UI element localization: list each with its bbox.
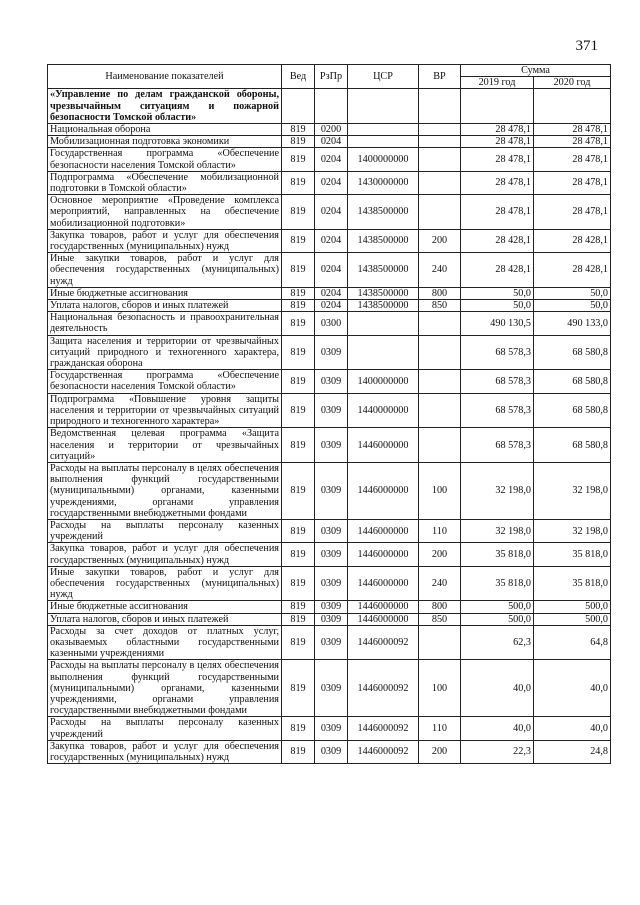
row-vr: [419, 312, 461, 335]
row-ved: 819: [282, 300, 315, 312]
row-name: Подпрограмма «Обеспечение мобилизационной подготовки в Томской области»: [48, 171, 282, 194]
row-vr: 240: [419, 566, 461, 601]
row-sum-2019: 28 478,1: [461, 148, 534, 171]
row-vr: 200: [419, 740, 461, 763]
header-name: Наименование показателей: [48, 65, 282, 89]
row-vr: 850: [419, 613, 461, 625]
row-name: Подпрограмма «Повышение уровня защиты населения и территории от чрезвычайных ситуаций природного и техногенного характера»: [48, 393, 282, 428]
row-rzpr: 0309: [315, 335, 348, 370]
row-vr: 200: [419, 543, 461, 566]
page-number: 371: [575, 38, 598, 54]
row-csr: 1446000000: [348, 519, 419, 542]
row-csr: [348, 124, 419, 136]
row-sum-2019: 35 818,0: [461, 566, 534, 601]
row-vr: 800: [419, 287, 461, 299]
row-name: Расходы на выплаты персоналу в целях обеспечения выполнения функций государственными (муниципальными) органами, казенными учреждениями, органами управления государственными внебюджетными фондами: [48, 462, 282, 519]
row-rzpr: 0309: [315, 601, 348, 613]
table-row: [48, 428, 611, 463]
row-name: Иные бюджетные ассигнования: [48, 601, 282, 613]
row-rzpr: 0309: [315, 625, 348, 660]
row-sum-2019: 40,0: [461, 660, 534, 717]
row-sum-2019: 50,0: [461, 287, 534, 299]
row-sum-2020: 24,8: [534, 740, 611, 763]
row-name: Уплата налогов, сборов и иных платежей: [48, 300, 282, 312]
header-sum: Сумма: [461, 65, 611, 77]
row-sum-2020: 28 478,1: [534, 148, 611, 171]
row-rzpr: 0204: [315, 253, 348, 288]
table-row: [48, 660, 611, 717]
table-row: [48, 370, 611, 393]
row-name: Иные бюджетные ассигнования: [48, 287, 282, 299]
header-csr: ЦСР: [348, 65, 419, 89]
row-ved: 819: [282, 519, 315, 542]
row-ved: 819: [282, 287, 315, 299]
row-sum-2020: 68 580,8: [534, 370, 611, 393]
table-header: [48, 65, 611, 89]
table-row: [48, 613, 611, 625]
row-vr: 110: [419, 717, 461, 740]
row-csr: 1438500000: [348, 253, 419, 288]
row-sum-2020: 64,8: [534, 625, 611, 660]
row-ved: 819: [282, 195, 315, 230]
table-row: [48, 195, 611, 230]
row-ved: 819: [282, 625, 315, 660]
row-csr: [348, 335, 419, 370]
row-csr: 1438500000: [348, 229, 419, 252]
row-csr: 1446000092: [348, 660, 419, 717]
row-csr: 1438500000: [348, 287, 419, 299]
row-ved: 819: [282, 312, 315, 335]
row-sum-2020: 490 133,0: [534, 312, 611, 335]
table-row: [48, 148, 611, 171]
table-row: [48, 253, 611, 288]
row-rzpr: 0204: [315, 148, 348, 171]
row-sum-2019: 500,0: [461, 613, 534, 625]
row-name: Закупка товаров, работ и услуг для обеспечения государственных (муниципальных) нужд: [48, 543, 282, 566]
row-vr: [419, 136, 461, 148]
row-sum-2019: 500,0: [461, 601, 534, 613]
row-csr: 1440000000: [348, 393, 419, 428]
row-sum-2019: 28 478,1: [461, 171, 534, 194]
row-name: Ведомственная целевая программа «Защита населения и территории от чрезвычайных ситуаций»: [48, 428, 282, 463]
row-csr: 1446000092: [348, 625, 419, 660]
row-ved: 819: [282, 393, 315, 428]
row-rzpr: 0204: [315, 229, 348, 252]
table-row: [48, 717, 611, 740]
row-sum-2019: 28 428,1: [461, 253, 534, 288]
row-vr: [419, 370, 461, 393]
row-ved: 819: [282, 136, 315, 148]
row-csr: 1446000000: [348, 462, 419, 519]
row-sum-2020: 40,0: [534, 660, 611, 717]
row-sum-2019: 22,3: [461, 740, 534, 763]
row-name: Уплата налогов, сборов и иных платежей: [48, 613, 282, 625]
row-vr: [419, 335, 461, 370]
row-name: Основное мероприятие «Проведение комплекса мероприятий, направленных на обеспечение мобилизационной подготовки»: [48, 195, 282, 230]
row-sum-2020: 35 818,0: [534, 543, 611, 566]
header-rzpr: РзПр: [315, 65, 348, 89]
table-row: [48, 300, 611, 312]
row-csr: 1446000000: [348, 601, 419, 613]
row-sum-2019: 68 578,3: [461, 393, 534, 428]
row-rzpr: 0309: [315, 370, 348, 393]
row-rzpr: 0204: [315, 300, 348, 312]
row-ved: 819: [282, 171, 315, 194]
row-sum-2020: 68 580,8: [534, 393, 611, 428]
table-row: [48, 312, 611, 335]
row-name: «Управление по делам гражданской обороны, чрезвычайным ситуациям и пожарной безопасности Томской области»: [48, 89, 282, 124]
row-sum-2019: 40,0: [461, 717, 534, 740]
row-sum-2020: 40,0: [534, 717, 611, 740]
row-rzpr: 0204: [315, 287, 348, 299]
row-vr: [419, 625, 461, 660]
row-sum-2020: 68 580,8: [534, 335, 611, 370]
table-row: [48, 566, 611, 601]
row-name: Закупка товаров, работ и услуг для обеспечения государственных (муниципальных) нужд: [48, 229, 282, 252]
row-ved: 819: [282, 601, 315, 613]
row-vr: [419, 195, 461, 230]
table-row: [48, 229, 611, 252]
row-rzpr: 0204: [315, 195, 348, 230]
table-body: [48, 89, 611, 764]
row-vr: 110: [419, 519, 461, 542]
row-rzpr: 0309: [315, 717, 348, 740]
row-ved: 819: [282, 428, 315, 463]
row-csr: [348, 312, 419, 335]
row-ved: 819: [282, 613, 315, 625]
row-name: Закупка товаров, работ и услуг для обеспечения государственных (муниципальных) нужд: [48, 740, 282, 763]
row-vr: 800: [419, 601, 461, 613]
header-ved: Вед: [282, 65, 315, 89]
row-ved: [282, 89, 315, 124]
row-vr: [419, 171, 461, 194]
row-rzpr: 0309: [315, 428, 348, 463]
row-csr: 1446000092: [348, 740, 419, 763]
table-row: [48, 519, 611, 542]
row-name: Защита населения и территории от чрезвычайных ситуаций природного и техногенного характера, гражданская оборона: [48, 335, 282, 370]
row-sum-2019: 28 478,1: [461, 195, 534, 230]
row-csr: 1446000000: [348, 428, 419, 463]
row-sum-2019: 32 198,0: [461, 519, 534, 542]
row-sum-2019: 68 578,3: [461, 335, 534, 370]
row-sum-2019: 490 130,5: [461, 312, 534, 335]
table-row: [48, 171, 611, 194]
row-rzpr: 0309: [315, 543, 348, 566]
row-ved: 819: [282, 660, 315, 717]
row-sum-2020: 50,0: [534, 300, 611, 312]
row-name: Мобилизационная подготовка экономики: [48, 136, 282, 148]
row-name: Национальная оборона: [48, 124, 282, 136]
row-vr: 200: [419, 229, 461, 252]
row-sum-2019: 50,0: [461, 300, 534, 312]
row-sum-2020: 28 478,1: [534, 136, 611, 148]
row-sum-2020: 500,0: [534, 613, 611, 625]
row-sum-2019: 32 198,0: [461, 462, 534, 519]
row-sum-2019: 35 818,0: [461, 543, 534, 566]
row-name: Государственная программа «Обеспечение безопасности населения Томской области»: [48, 148, 282, 171]
table-row: [48, 625, 611, 660]
row-vr: 100: [419, 462, 461, 519]
row-rzpr: 0309: [315, 613, 348, 625]
row-rzpr: 0309: [315, 393, 348, 428]
row-vr: [419, 428, 461, 463]
row-sum-2020: 28 428,1: [534, 253, 611, 288]
row-rzpr: 0309: [315, 740, 348, 763]
row-ved: 819: [282, 566, 315, 601]
row-vr: 850: [419, 300, 461, 312]
row-ved: 819: [282, 462, 315, 519]
row-rzpr: 0204: [315, 136, 348, 148]
row-rzpr: 0309: [315, 519, 348, 542]
row-ved: 819: [282, 253, 315, 288]
row-sum-2019: 28 428,1: [461, 229, 534, 252]
row-ved: 819: [282, 370, 315, 393]
row-sum-2019: 62,3: [461, 625, 534, 660]
row-name: Расходы за счет доходов от платных услуг, оказываемых областными государственными казенными учреждениями: [48, 625, 282, 660]
row-vr: [419, 393, 461, 428]
row-sum-2020: 28 478,1: [534, 124, 611, 136]
row-rzpr: 0309: [315, 660, 348, 717]
row-sum-2020: 35 818,0: [534, 566, 611, 601]
table-row: [48, 287, 611, 299]
row-ved: 819: [282, 717, 315, 740]
row-rzpr: 0309: [315, 566, 348, 601]
row-csr: 1400000000: [348, 370, 419, 393]
row-ved: 819: [282, 229, 315, 252]
header-vr: ВР: [419, 65, 461, 89]
row-csr: 1438500000: [348, 300, 419, 312]
row-sum-2020: 68 580,8: [534, 428, 611, 463]
row-sum-2020: 32 198,0: [534, 462, 611, 519]
table-row: [48, 601, 611, 613]
row-vr: 240: [419, 253, 461, 288]
row-csr: 1430000000: [348, 171, 419, 194]
row-ved: 819: [282, 740, 315, 763]
table-row: [48, 462, 611, 519]
row-sum-2020: 28 428,1: [534, 229, 611, 252]
row-csr: 1446000000: [348, 543, 419, 566]
row-sum-2020: 500,0: [534, 601, 611, 613]
row-sum-2020: [534, 89, 611, 124]
row-name: Иные закупки товаров, работ и услуг для обеспечения государственных (муниципальных) нужд: [48, 566, 282, 601]
row-rzpr: 0204: [315, 171, 348, 194]
row-name: Расходы на выплаты персоналу в целях обеспечения выполнения функций государственными (муниципальными) органами, казенными учреждениями, органами управления государственными внебюджетными фондами: [48, 660, 282, 717]
table-row: [48, 393, 611, 428]
row-rzpr: [315, 89, 348, 124]
row-ved: 819: [282, 148, 315, 171]
row-csr: 1446000092: [348, 717, 419, 740]
row-ved: 819: [282, 543, 315, 566]
row-sum-2019: 28 478,1: [461, 124, 534, 136]
table-row: [48, 89, 611, 124]
budget-table: [47, 64, 611, 764]
row-name: Расходы на выплаты персоналу казенных учреждений: [48, 717, 282, 740]
row-sum-2019: 68 578,3: [461, 370, 534, 393]
row-sum-2019: 28 478,1: [461, 136, 534, 148]
row-ved: 819: [282, 335, 315, 370]
row-rzpr: 0200: [315, 124, 348, 136]
row-sum-2019: [461, 89, 534, 124]
header-2020: 2020 год: [534, 77, 611, 89]
row-name: Государственная программа «Обеспечение безопасности населения Томской области»: [48, 370, 282, 393]
table-row: [48, 136, 611, 148]
table-row: [48, 740, 611, 763]
row-sum-2020: 50,0: [534, 287, 611, 299]
table-row: [48, 543, 611, 566]
row-ved: 819: [282, 124, 315, 136]
row-csr: 1446000000: [348, 613, 419, 625]
row-vr: 100: [419, 660, 461, 717]
row-csr: 1438500000: [348, 195, 419, 230]
row-sum-2020: 28 478,1: [534, 195, 611, 230]
row-csr: 1446000000: [348, 566, 419, 601]
table-row: [48, 335, 611, 370]
row-name: Расходы на выплаты персоналу казенных учреждений: [48, 519, 282, 542]
header-2019: 2019 год: [461, 77, 534, 89]
row-name: Иные закупки товаров, работ и услуг для обеспечения государственных (муниципальных) нужд: [48, 253, 282, 288]
row-sum-2020: 32 198,0: [534, 519, 611, 542]
row-sum-2020: 28 478,1: [534, 171, 611, 194]
row-rzpr: 0309: [315, 462, 348, 519]
row-csr: [348, 89, 419, 124]
row-csr: 1400000000: [348, 148, 419, 171]
table-row: [48, 124, 611, 136]
row-name: Национальная безопасность и правоохранительная деятельность: [48, 312, 282, 335]
row-vr: [419, 124, 461, 136]
row-vr: [419, 89, 461, 124]
row-rzpr: 0300: [315, 312, 348, 335]
row-csr: [348, 136, 419, 148]
row-sum-2019: 68 578,3: [461, 428, 534, 463]
row-vr: [419, 148, 461, 171]
